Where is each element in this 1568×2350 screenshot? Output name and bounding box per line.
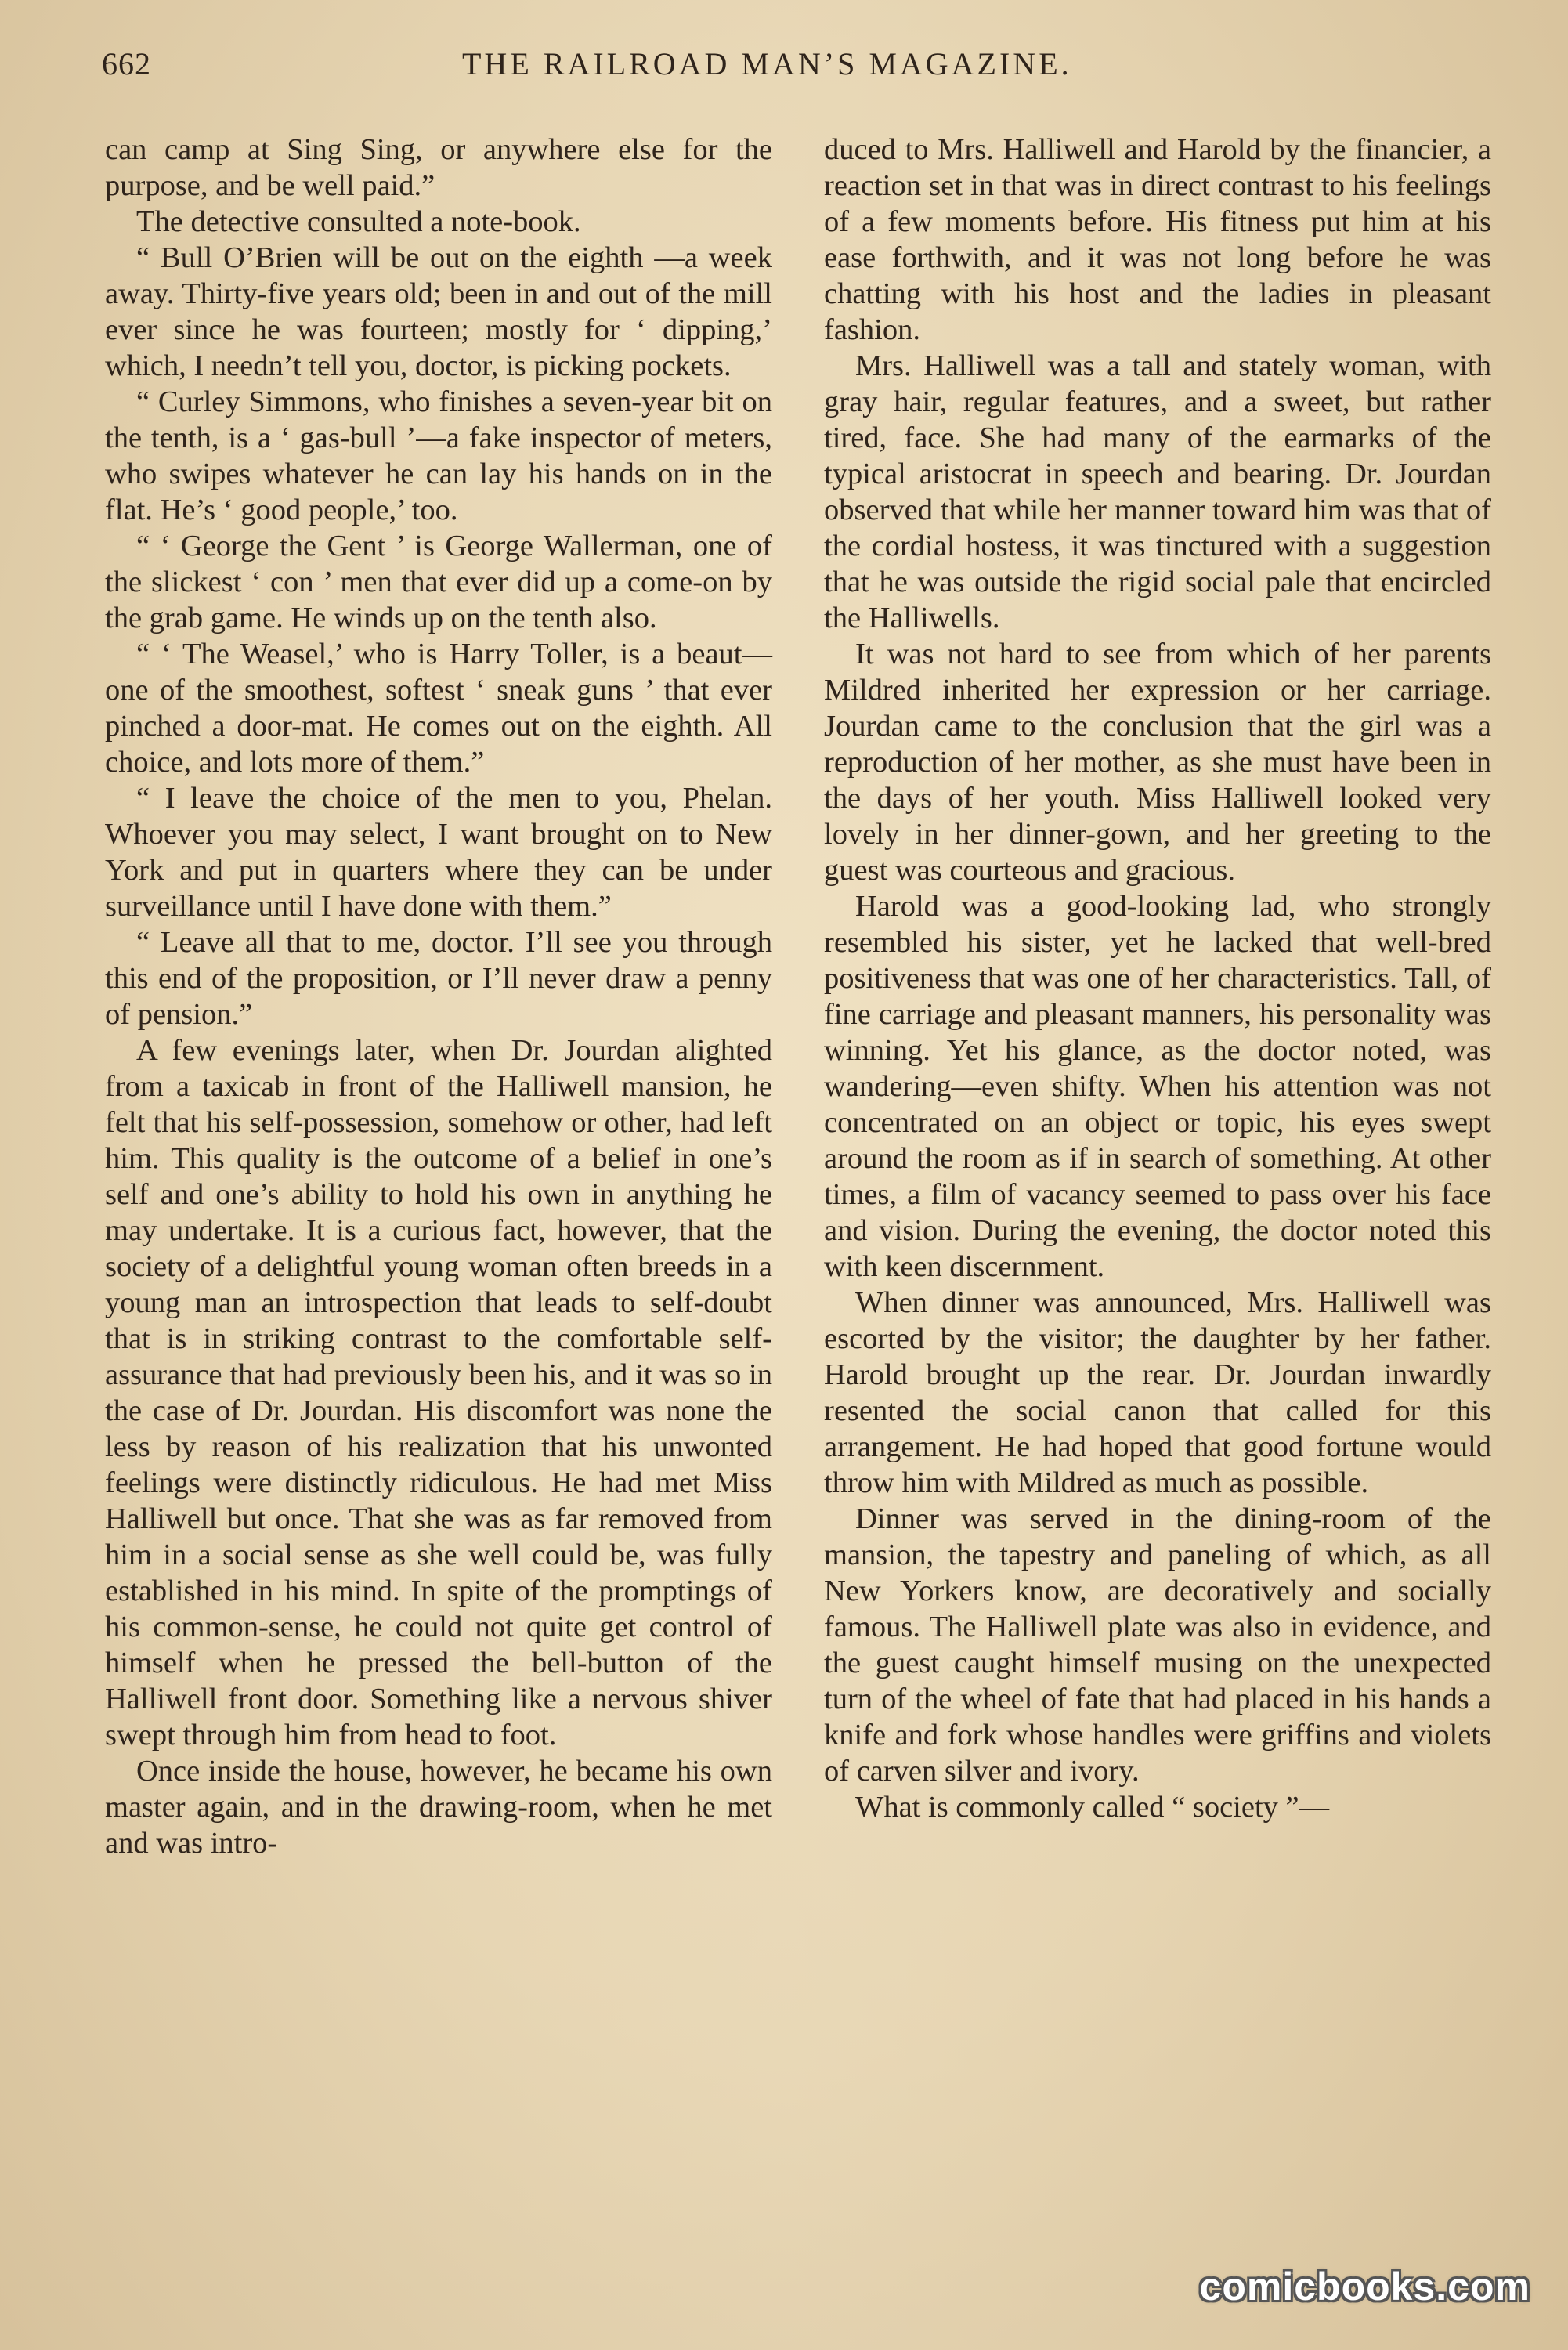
watermark-logo: comicbooks.com bbox=[1199, 2265, 1530, 2308]
paragraph: “ Bull O’Brien will be out on the eighth —a week away. Thirty-five years old; been in and out of the mill ever since he was fourteen; mostly for ‘ dipping,’ which, I needn’t tell you, doctor, is picking pockets. bbox=[105, 241, 772, 382]
paragraph: A few evenings later, when Dr. Jourdan alighted from a taxicab in front of the Halliwell mansion, he felt that his self-possession, somehow or other, had left him. This quality is the outcome of a belief in one’s self and one’s ability to hold his own in anything he may undertake. It is a curious fact, however, that the society of a delightful young woman often breeds in a young man an introspection that leads to self-doubt that is in striking contrast to the comfortable self-assurance that had previously been his, and it was so in the case of Dr. Jourdan. His discomfort was none the less by reason of his realization that his unwonted feelings were distinctly ridiculous. He had met Miss Halliwell but once. That she was as far removed from him in a social sense as she well could be, was fully established in his mind. In spite of the promptings of his common-sense, he could not quite get control of himself when he pressed the bell-button of the Halliwell front door. Something like a nervous shiver swept through him from head to foot. bbox=[105, 1034, 772, 1752]
paragraph: Dinner was served in the dining-room of the mansion, the tapestry and paneling of which, as all New Yorkers know, are decoratively and socially famous. The Halliwell plate was also in evidence, and the guest caught himself musing on the unexpected turn of the wheel of fate that had placed in his hands a knife and fork whose handles were griffins and violets of carven silver and ivory. bbox=[824, 1502, 1491, 1788]
running-title: THE RAILROAD MAN’S MAGAZINE. bbox=[462, 46, 1072, 81]
paragraph: “ I leave the choice of the men to you, Phelan. Whoever you may select, I want brought on to New York and put in quarters where they can be under surveillance until I have done with them.” bbox=[105, 782, 772, 923]
paragraph: Mrs. Halliwell was a tall and stately woman, with gray hair, regular features, and a sweet, but rather tired, face. She had many of the earmarks of the typical aristocrat in speech and bearing. Dr. Jourdan observed that while her manner toward him was that of the cordial hostess, it was tinctured with a suggestion that he was outside the rigid social pale that encircled the Halliwells. bbox=[824, 349, 1491, 634]
paragraph: can camp at Sing Sing, or anywhere else for the purpose, and be well paid.” bbox=[105, 133, 772, 202]
paragraph: Harold was a good-looking lad, who strongly resembled his sister, yet he lacked that well-bred positiveness that was one of her characteristics. Tall, of fine carriage and pleasant manners, his personality was winning. Yet his glance, as the doctor noted, was wandering—even shifty. When his attention was not concentrated on an object or topic, his eyes swept around the room as if in search of something. At other times, a film of vacancy seemed to pass over his face and vision. During the evening, the doctor noted this with keen discernment. bbox=[824, 890, 1491, 1283]
page-number: 662 bbox=[102, 46, 151, 81]
paragraph: The detective consulted a note-book. bbox=[136, 205, 581, 238]
left-text-column bbox=[105, 132, 772, 1861]
page-header bbox=[102, 45, 1512, 92]
paragraph: “ ‘ The Weasel,’ who is Harry Toller, is a beaut—one of the smoothest, softest ‘ sneak guns ’ that ever pinched a door-mat. He comes out on the eighth. All choice, and lots more of them.” bbox=[105, 638, 772, 779]
paragraph: What is commonly called “ society ”— bbox=[855, 1791, 1330, 1824]
paragraph: “ Leave all that to me, doctor. I’ll see you through this end of the proposition, or I’ll never draw a penny of pension.” bbox=[105, 926, 772, 1031]
right-text-column bbox=[824, 132, 1491, 1825]
paragraph: When dinner was announced, Mrs. Halliwell was escorted by the visitor; the daughter by her father. Harold brought up the rear. Dr. Jourdan inwardly resented the social canon that called for this arrangement. He had hoped that good fortune would throw him with Mildred as much as possible. bbox=[824, 1286, 1491, 1499]
paragraph: It was not hard to see from which of her parents Mildred inherited her expression or her carriage. Jourdan came to the conclusion that the girl was a reproduction of her mother, as she must have been in the days of her youth. Miss Halliwell looked very lovely in her dinner-gown, and her greeting to the guest was courteous and gracious. bbox=[824, 638, 1491, 887]
paragraph: “ ‘ George the Gent ’ is George Wallerman, one of the slickest ‘ con ’ men that ever did up a come-on by the grab game. He winds up on the tenth also. bbox=[105, 530, 772, 634]
paragraph: “ Curley Simmons, who finishes a seven-year bit on the tenth, is a ‘ gas-bull ’—a fake inspector of meters, who swipes whatever he can lay his hands on in the flat. He’s ‘ good people,’ too. bbox=[105, 385, 772, 526]
paragraph: Once inside the house, however, he became his own master again, and in the drawing-room, when he met and was intro- bbox=[105, 1755, 772, 1860]
paragraph: duced to Mrs. Halliwell and Harold by the financier, a reaction set in that was in direct contrast to his feelings of a few moments before. His fitness put him at his ease forthwith, and it was not long before he was chatting with his host and the ladies in pleasant fashion. bbox=[824, 133, 1491, 346]
